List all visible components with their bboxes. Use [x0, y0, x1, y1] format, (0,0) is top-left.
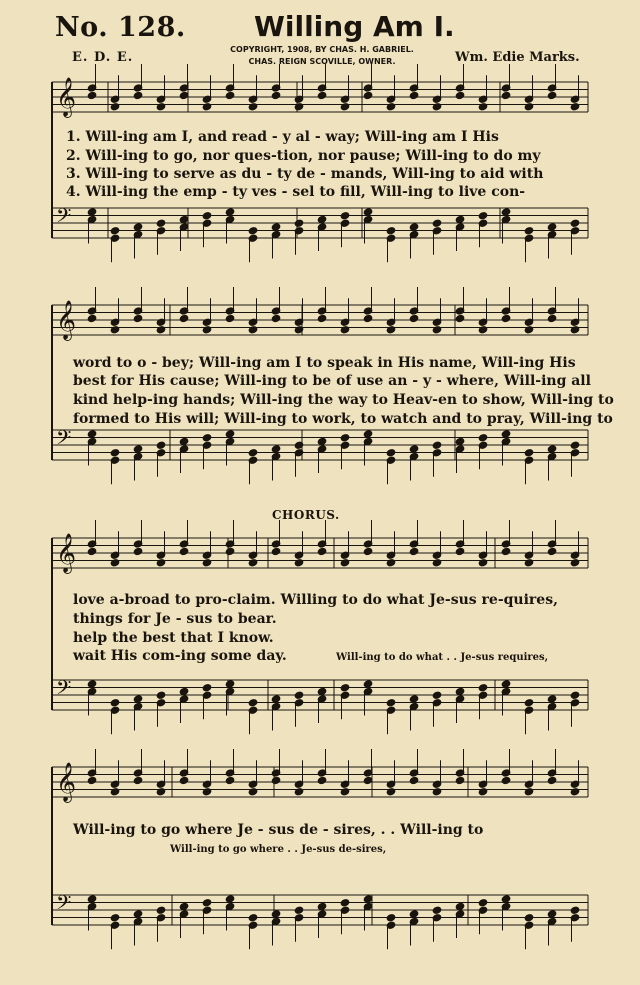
- verse-2-line-2: best for His cause; Will-ing to be of use an - y - where, Will-ing all: [73, 373, 591, 389]
- note-head: [179, 776, 189, 784]
- note-head: [179, 314, 189, 322]
- verse-4-line-1: 4. Will-ing the emp - ty ves - sel to fill, Will-ing to live con-: [66, 184, 526, 200]
- note-head: [317, 902, 327, 910]
- note-head: [455, 215, 465, 223]
- note-head: [156, 788, 166, 796]
- hymn-title: Willing Am I.: [254, 10, 455, 43]
- verse-3-line-3: help the best that I know.: [73, 630, 274, 646]
- note-head: [156, 441, 166, 449]
- note-head: [87, 776, 97, 784]
- hymn-number: No. 128.: [55, 12, 186, 43]
- note-head: [501, 91, 511, 99]
- note-head: [455, 776, 465, 784]
- note-head: [202, 103, 212, 111]
- note-head: [271, 910, 281, 918]
- note-head: [340, 559, 350, 567]
- note-head: [202, 684, 212, 692]
- note-head: [87, 208, 97, 216]
- note-head: [363, 547, 373, 555]
- verse-1-line-2: word to o - bey; Will-ing am I to speak in His name, Will-ing His: [73, 355, 576, 371]
- note-head: [110, 449, 120, 457]
- note-head: [110, 227, 120, 235]
- note-head: [248, 788, 258, 796]
- note-head: [363, 895, 373, 903]
- note-head: [409, 445, 419, 453]
- note-head: [133, 547, 143, 555]
- note-head: [455, 547, 465, 555]
- note-head: [225, 680, 235, 688]
- note-head: [363, 314, 373, 322]
- note-head: [547, 776, 557, 784]
- note-head: [133, 695, 143, 703]
- note-head: [386, 699, 396, 707]
- note-head: [547, 547, 557, 555]
- note-head: [455, 91, 465, 99]
- note-head: [225, 547, 235, 555]
- note-head: [248, 449, 258, 457]
- note-head: [133, 91, 143, 99]
- note-head: [409, 776, 419, 784]
- note-head: [432, 906, 442, 914]
- note-head: [248, 914, 258, 922]
- note-head: [478, 788, 488, 796]
- verse-1-line-3: love a-broad to pro-claim. Willing to do what Je-sus re-quires,: [73, 592, 558, 608]
- note-head: [179, 91, 189, 99]
- note-head: [202, 788, 212, 796]
- copyright-line-1: COPYRIGHT, 1908, BY CHAS. H. GABRIEL.: [230, 45, 414, 54]
- bass-words-line-4: Will-ing to go where . . Je-sus de-sires,: [170, 844, 387, 855]
- note-head: [87, 895, 97, 903]
- note-head: [501, 547, 511, 555]
- note-head: [409, 547, 419, 555]
- note-head: [179, 547, 189, 555]
- note-head: [524, 227, 534, 235]
- note-head: [363, 680, 373, 688]
- note-head: [386, 103, 396, 111]
- note-head: [547, 91, 557, 99]
- chorus-label: CHORUS.: [272, 508, 340, 522]
- note-head: [409, 314, 419, 322]
- note-head: [340, 788, 350, 796]
- note-head: [248, 326, 258, 334]
- note-head: [225, 208, 235, 216]
- note-head: [409, 695, 419, 703]
- note-head: [524, 914, 534, 922]
- treble-clef-icon: 𝄞: [56, 300, 77, 340]
- note-head: [478, 103, 488, 111]
- verse-3-line-2: kind help-ing hands; Will-ing the way to Heav-en to show, Will-ing to: [73, 392, 614, 408]
- note-head: [179, 902, 189, 910]
- note-head: [409, 91, 419, 99]
- note-head: [570, 788, 580, 796]
- note-head: [570, 219, 580, 227]
- note-head: [202, 899, 212, 907]
- note-head: [570, 103, 580, 111]
- note-head: [202, 559, 212, 567]
- note-head: [87, 314, 97, 322]
- note-head: [386, 788, 396, 796]
- note-head: [317, 314, 327, 322]
- note-head: [432, 326, 442, 334]
- note-head: [478, 326, 488, 334]
- note-head: [110, 559, 120, 567]
- chorus-line-4: Will-ing to go where Je - sus de - sires, . . Will-ing to: [73, 822, 484, 838]
- note-head: [294, 906, 304, 914]
- note-head: [271, 91, 281, 99]
- note-head: [110, 914, 120, 922]
- treble-clef-icon: 𝄞: [56, 77, 77, 117]
- note-head: [248, 103, 258, 111]
- bass-words-line-3: Will-ing to do what . . Je-sus requires,: [336, 652, 549, 663]
- note-head: [110, 103, 120, 111]
- note-head: [386, 449, 396, 457]
- note-head: [524, 788, 534, 796]
- note-head: [363, 208, 373, 216]
- note-head: [133, 314, 143, 322]
- note-head: [294, 219, 304, 227]
- note-head: [179, 687, 189, 695]
- note-head: [570, 906, 580, 914]
- note-head: [248, 699, 258, 707]
- note-head: [202, 212, 212, 220]
- note-head: [317, 215, 327, 223]
- note-head: [432, 219, 442, 227]
- note-head: [363, 91, 373, 99]
- copyright-line-2: CHAS. REIGN SCOVILLE, OWNER.: [248, 57, 396, 66]
- note-head: [455, 687, 465, 695]
- note-head: [386, 559, 396, 567]
- note-head: [271, 445, 281, 453]
- treble-clef-icon: 𝄞: [56, 533, 77, 573]
- note-head: [202, 326, 212, 334]
- note-head: [432, 441, 442, 449]
- note-head: [156, 103, 166, 111]
- note-head: [340, 684, 350, 692]
- note-head: [524, 699, 534, 707]
- note-head: [156, 691, 166, 699]
- note-head: [87, 91, 97, 99]
- note-head: [478, 899, 488, 907]
- note-head: [478, 684, 488, 692]
- note-head: [501, 776, 511, 784]
- note-head: [87, 547, 97, 555]
- note-head: [156, 906, 166, 914]
- note-head: [133, 776, 143, 784]
- note-head: [409, 223, 419, 231]
- note-head: [547, 445, 557, 453]
- bass-clef-icon: 𝄢: [56, 891, 72, 919]
- note-head: [455, 314, 465, 322]
- note-head: [317, 91, 327, 99]
- note-head: [294, 103, 304, 111]
- note-head: [386, 914, 396, 922]
- composer-credit: E. D. E.: [72, 50, 134, 65]
- note-head: [202, 434, 212, 442]
- note-head: [570, 559, 580, 567]
- verse-3-line-1: 3. Will-ing to serve as du - ty de - mands, Will-ing to aid with: [66, 166, 544, 182]
- author-credit: Wm. Edie Marks.: [455, 50, 580, 65]
- note-head: [340, 212, 350, 220]
- note-head: [547, 223, 557, 231]
- note-head: [271, 776, 281, 784]
- note-head: [87, 680, 97, 688]
- note-head: [455, 902, 465, 910]
- note-head: [547, 314, 557, 322]
- note-head: [547, 910, 557, 918]
- note-head: [156, 559, 166, 567]
- verse-2-line-3: things for Je - sus to bear.: [73, 611, 277, 627]
- note-head: [317, 776, 327, 784]
- verse-2-line-1: 2. Will-ing to go, nor ques-tion, nor pause; Will-ing to do my: [66, 148, 541, 164]
- note-head: [432, 691, 442, 699]
- verse-4-line-3: wait His com-ing some day.: [73, 648, 287, 664]
- bass-clef-icon: 𝄢: [56, 204, 72, 232]
- note-head: [179, 437, 189, 445]
- note-head: [156, 219, 166, 227]
- note-head: [294, 559, 304, 567]
- treble-clef-icon: 𝄞: [56, 762, 77, 802]
- note-head: [317, 437, 327, 445]
- note-head: [340, 899, 350, 907]
- note-head: [501, 430, 511, 438]
- note-head: [524, 559, 534, 567]
- note-head: [432, 788, 442, 796]
- note-head: [432, 103, 442, 111]
- note-head: [271, 223, 281, 231]
- note-head: [294, 691, 304, 699]
- note-head: [340, 103, 350, 111]
- note-head: [156, 326, 166, 334]
- note-head: [501, 895, 511, 903]
- note-head: [570, 326, 580, 334]
- note-head: [409, 910, 419, 918]
- note-head: [524, 103, 534, 111]
- note-head: [363, 776, 373, 784]
- note-head: [478, 559, 488, 567]
- note-head: [225, 91, 235, 99]
- note-head: [478, 212, 488, 220]
- note-head: [363, 430, 373, 438]
- note-head: [524, 326, 534, 334]
- verse-1-line-1: 1. Will-ing am I, and read - y al - way; Will-ing am I His: [66, 129, 499, 145]
- note-head: [317, 547, 327, 555]
- note-head: [179, 215, 189, 223]
- note-head: [386, 227, 396, 235]
- note-head: [340, 326, 350, 334]
- verse-4-line-2: formed to His will; Will-ing to work, to watch and to pray, Will-ing to: [73, 411, 613, 427]
- note-head: [340, 434, 350, 442]
- note-head: [248, 227, 258, 235]
- note-head: [110, 699, 120, 707]
- note-head: [570, 691, 580, 699]
- note-head: [248, 559, 258, 567]
- bass-clef-icon: 𝄢: [56, 426, 72, 454]
- note-head: [87, 430, 97, 438]
- note-head: [432, 559, 442, 567]
- note-head: [455, 437, 465, 445]
- note-head: [271, 695, 281, 703]
- note-head: [225, 776, 235, 784]
- note-head: [271, 547, 281, 555]
- note-head: [110, 326, 120, 334]
- note-head: [133, 910, 143, 918]
- note-head: [547, 695, 557, 703]
- note-head: [225, 314, 235, 322]
- note-head: [501, 208, 511, 216]
- note-head: [133, 445, 143, 453]
- note-head: [225, 895, 235, 903]
- note-head: [501, 680, 511, 688]
- note-head: [478, 434, 488, 442]
- bass-clef-icon: 𝄢: [56, 676, 72, 704]
- note-head: [271, 314, 281, 322]
- note-head: [524, 449, 534, 457]
- note-head: [294, 788, 304, 796]
- note-head: [386, 326, 396, 334]
- note-head: [501, 314, 511, 322]
- note-head: [570, 441, 580, 449]
- note-head: [225, 430, 235, 438]
- note-head: [110, 788, 120, 796]
- note-head: [317, 687, 327, 695]
- note-head: [133, 223, 143, 231]
